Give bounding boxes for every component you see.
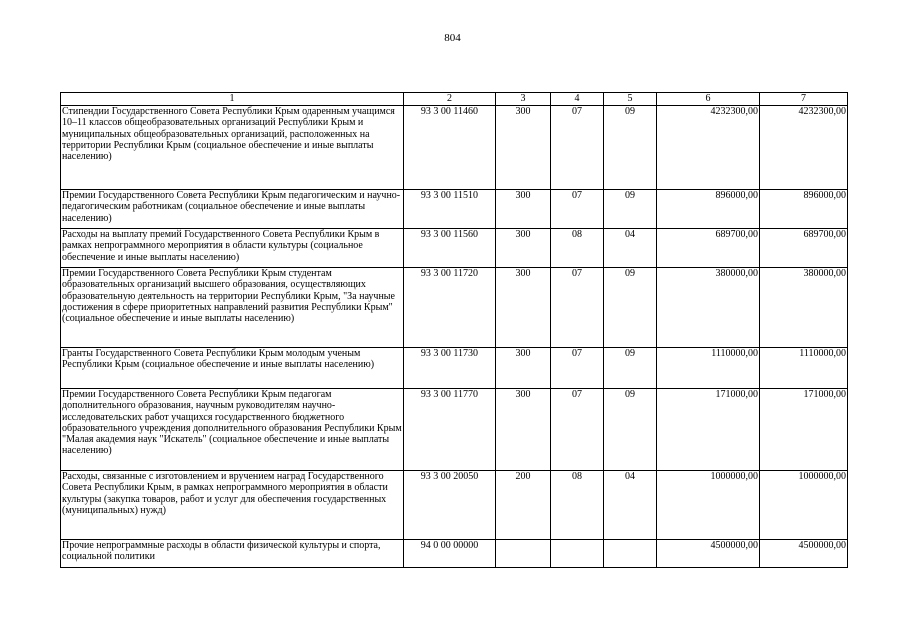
expense-type-code: 300 [496,348,551,389]
column-header: 4 [551,93,604,106]
subsection-code: 09 [604,348,657,389]
amount-col6: 4500000,00 [657,540,760,568]
amount-col6: 4232300,00 [657,106,760,190]
budget-code: 93 3 00 11510 [404,190,496,229]
expense-name: Расходы на выплату премий Государственного Совета Республики Крым в рамках непрограммного мероприятия в области культуры (социальное обеспечение и иные выплаты населению) [61,229,404,268]
expense-type-code: 300 [496,106,551,190]
table-row [61,190,848,229]
budget-code: 93 3 00 11720 [404,268,496,348]
table-row [61,229,848,268]
expense-name: Премии Государственного Совета Республики Крым студентам образовательных организаций высшего образования, осуществляющих образовательную деятельность на территории Республики Крым, "За научные достижения в сфере приоритетных направлений развития Республики Крым" (социальное обеспечение и иные выплаты населению) [61,268,404,348]
expense-name: Прочие непрограммные расходы в области физической культуры и спорта, социальной политики [61,540,404,568]
amount-col6: 1110000,00 [657,348,760,389]
amount-col7: 4500000,00 [760,540,848,568]
amount-col7: 380000,00 [760,268,848,348]
amount-col7: 896000,00 [760,190,848,229]
section-code: 08 [551,229,604,268]
subsection-code: 04 [604,229,657,268]
amount-col6: 896000,00 [657,190,760,229]
section-code: 08 [551,471,604,540]
budget-table [60,92,848,568]
expense-name: Стипендии Государственного Совета Республики Крым одаренным учащимся 10–11 классов общеобразовательных организаций Республики Крым и муниципальных общеобразовательных организаций, расположенных на территории Республики Крым (социальное обеспечение и иные выплаты населению) [61,106,404,190]
amount-col7: 171000,00 [760,389,848,471]
column-header: 2 [404,93,496,106]
expense-name: Премии Государственного Совета Республики Крым педагогам дополнительного образования, научным руководителям научно-исследовательских работ учащихся государственного бюджетного образовательного учреждения дополнительного образования Республики Крым "Малая академия наук "Искатель" (социальное обеспечение и иные выплаты населению) [61,389,404,471]
budget-code: 94 0 00 00000 [404,540,496,568]
table-row [61,471,848,540]
expense-type-code [496,540,551,568]
expense-type-code: 300 [496,190,551,229]
budget-code: 93 3 00 11560 [404,229,496,268]
amount-col7: 1000000,00 [760,471,848,540]
expense-type-code: 300 [496,268,551,348]
expense-name: Премии Государственного Совета Республики Крым педагогическим и научно-педагогическим работникам (социальное обеспечение и иные выплаты населению) [61,190,404,229]
budget-code: 93 3 00 11770 [404,389,496,471]
section-code: 07 [551,190,604,229]
column-header: 6 [657,93,760,106]
expense-type-code: 300 [496,229,551,268]
section-code: 07 [551,106,604,190]
column-header: 1 [61,93,404,106]
column-header: 5 [604,93,657,106]
table-row [61,106,848,190]
subsection-code: 09 [604,106,657,190]
amount-col7: 1110000,00 [760,348,848,389]
budget-code: 93 3 00 20050 [404,471,496,540]
expense-name: Гранты Государственного Совета Республики Крым молодым ученым Республики Крым (социальное обеспечение и иные выплаты населению) [61,348,404,389]
page-number: 804 [444,32,461,44]
table-row [61,389,848,471]
amount-col7: 4232300,00 [760,106,848,190]
subsection-code [604,540,657,568]
amount-col6: 1000000,00 [657,471,760,540]
expense-type-code: 300 [496,389,551,471]
column-header: 3 [496,93,551,106]
amount-col6: 689700,00 [657,229,760,268]
subsection-code: 04 [604,471,657,540]
amount-col7: 689700,00 [760,229,848,268]
amount-col6: 171000,00 [657,389,760,471]
expense-name: Расходы, связанные с изготовлением и вручением наград Государственного Совета Республики Крым, в рамках непрограммного мероприятия в области культуры (закупка товаров, работ и услуг для обеспечения государственных (муниципальных) нужд) [61,471,404,540]
header-row [61,93,848,106]
section-code: 07 [551,268,604,348]
subsection-code: 09 [604,268,657,348]
subsection-code: 09 [604,190,657,229]
section-code: 07 [551,348,604,389]
column-header: 7 [760,93,848,106]
subsection-code: 09 [604,389,657,471]
table-row [61,540,848,568]
section-code [551,540,604,568]
table-row [61,268,848,348]
section-code: 07 [551,389,604,471]
budget-code: 93 3 00 11730 [404,348,496,389]
budget-code: 93 3 00 11460 [404,106,496,190]
expense-type-code: 200 [496,471,551,540]
table-row [61,348,848,389]
amount-col6: 380000,00 [657,268,760,348]
